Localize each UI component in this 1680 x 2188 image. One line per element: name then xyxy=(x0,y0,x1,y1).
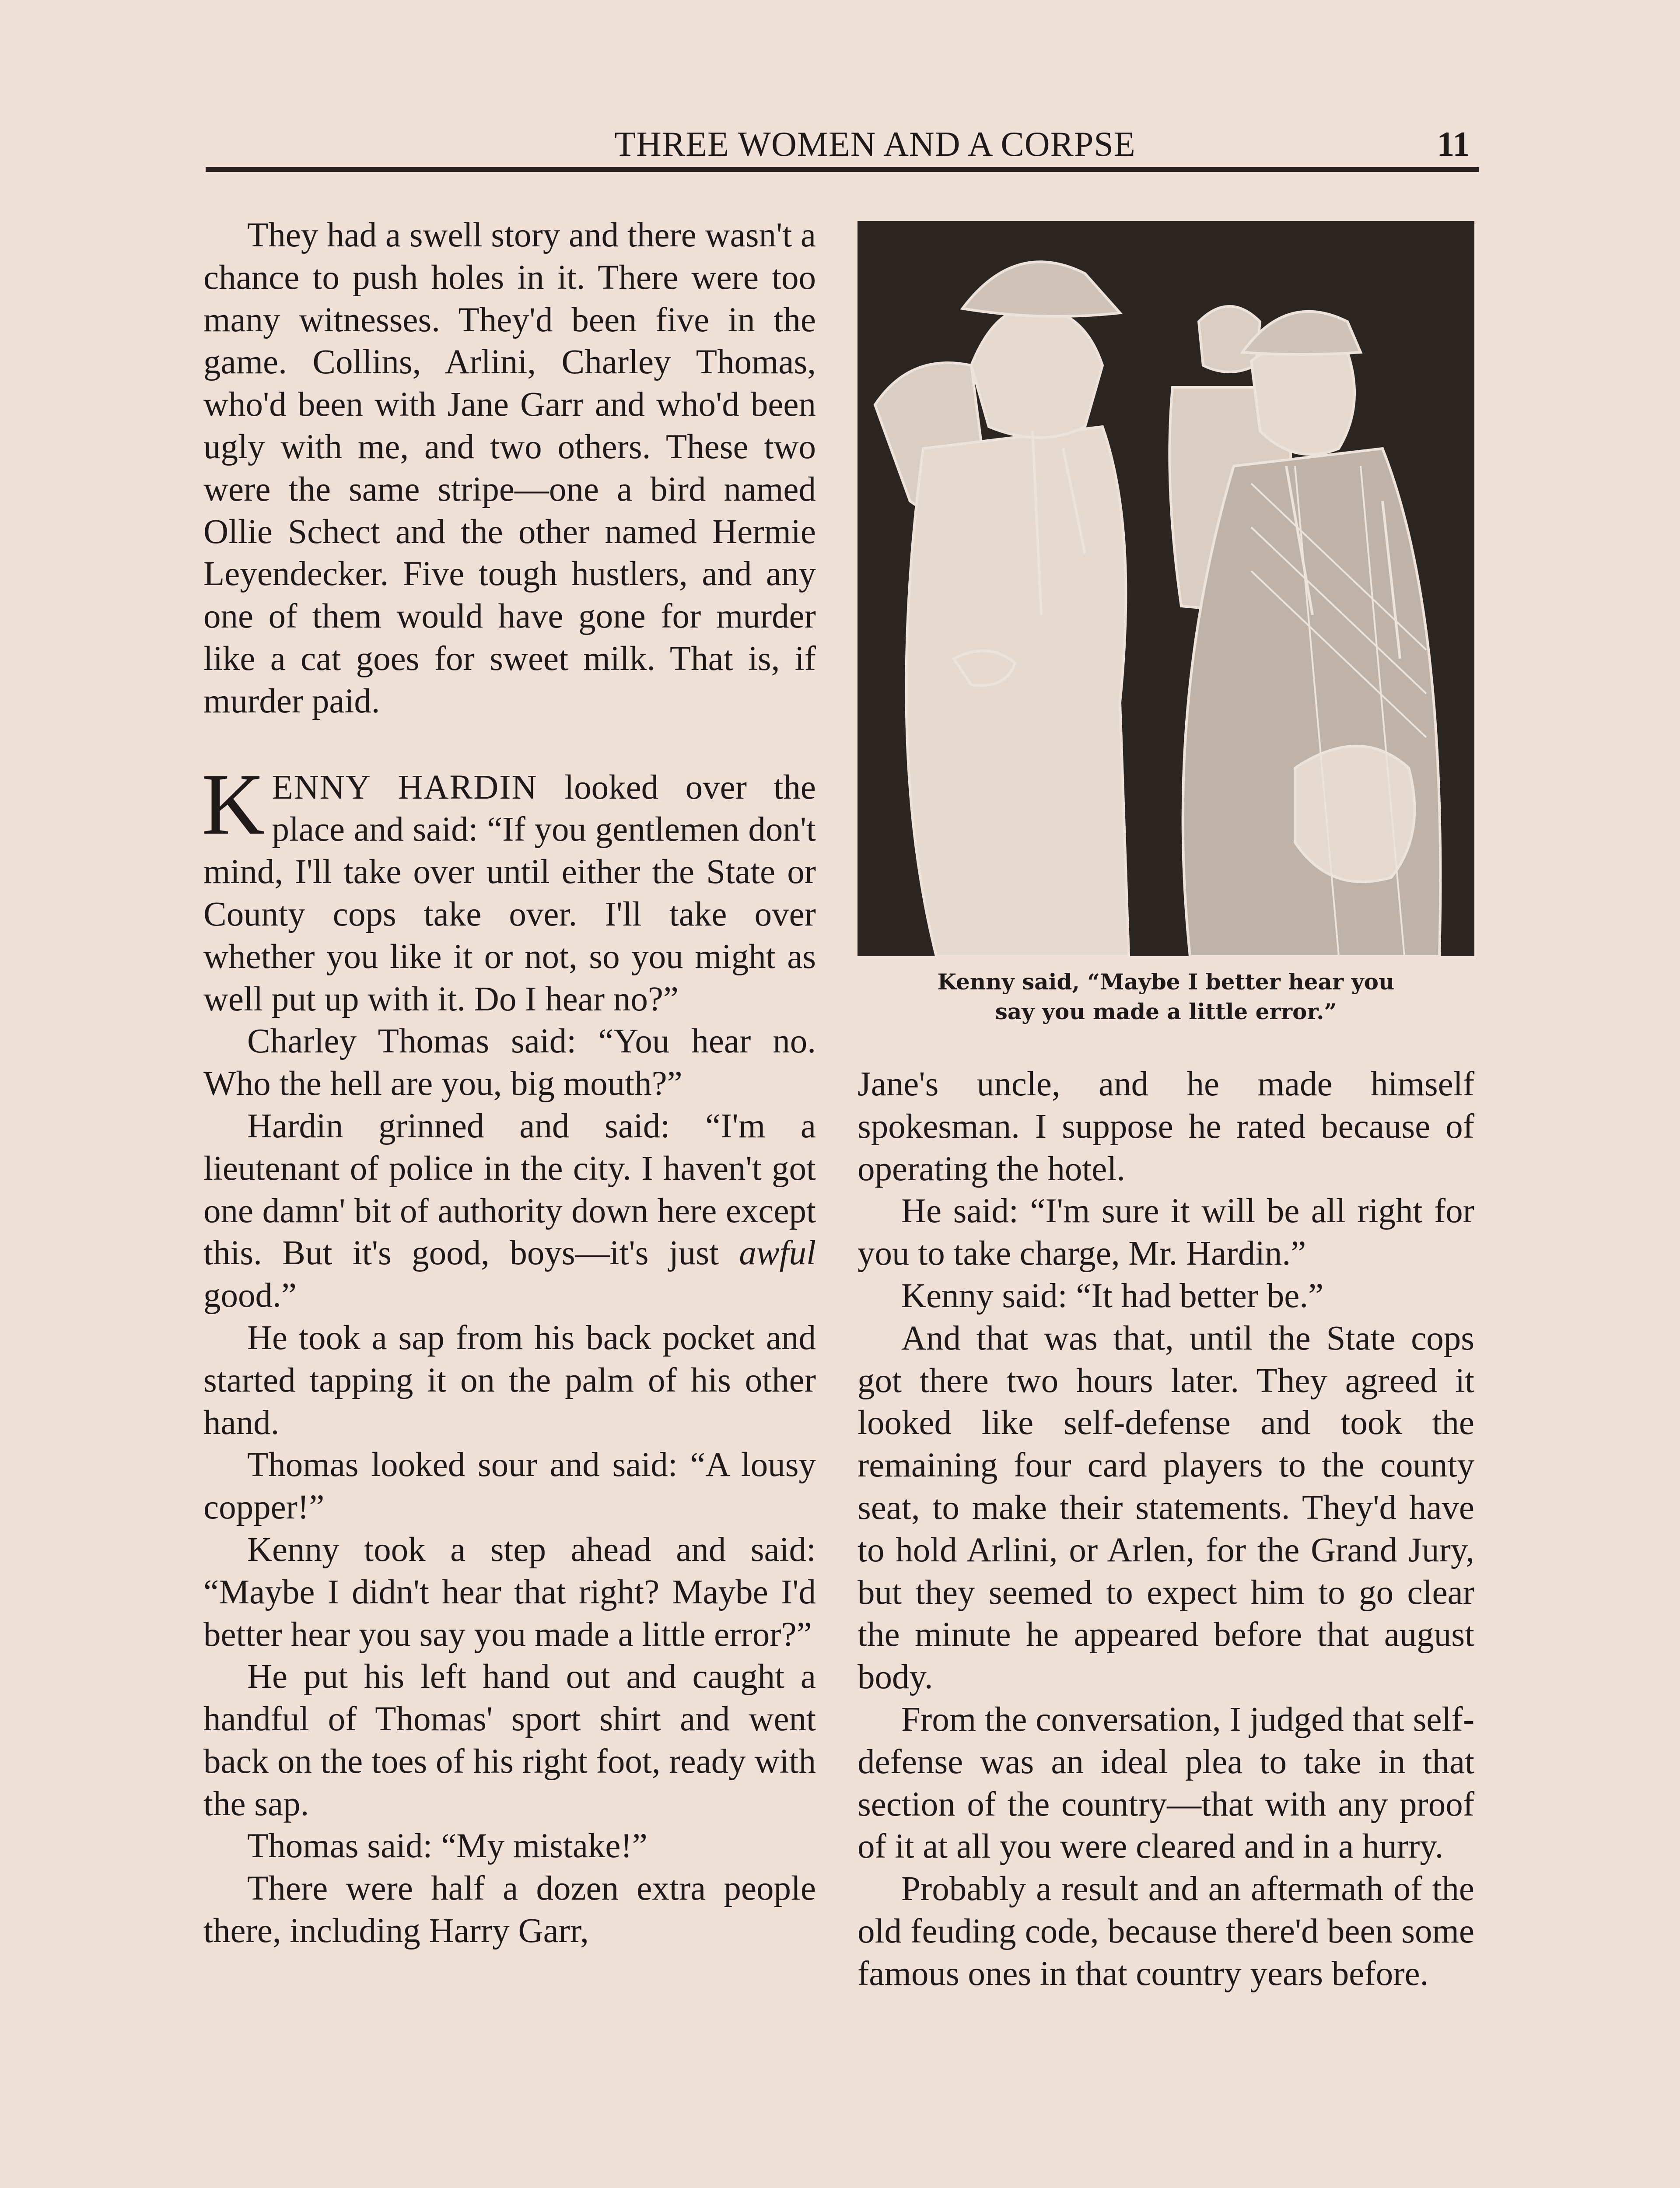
paragraph-sap: He took a sap from his back pocket and started tapping it on the palm of his other hand. xyxy=(203,1318,816,1442)
paragraph-charley-thomas: Charley Thomas said: “You hear no. Who the hell are you, big mouth?” xyxy=(203,1022,816,1103)
paragraph-half-dozen: There were half a dozen extra people there, including Harry Garr, xyxy=(203,1869,816,1950)
illustration-caption xyxy=(871,967,1461,1027)
story-illustration xyxy=(858,221,1474,956)
illustration-drawing xyxy=(858,221,1474,956)
paragraph-conversation: From the conversation, I judged that self-defense was an ideal plea to take in that section of the country—that with any proof of it at all you were cleared and in a hurry. xyxy=(858,1700,1474,1866)
paragraph-state-cops: And that was that, until the State cops got there two hours later. They agreed it looked like self-defense and took the remaining four card players to the county seat, to make their statements. They'd have to hold Arlini, or Arlen, for the Grand Jury, but they seemed to expect him to go clear the minute he appeared before that august body. xyxy=(858,1319,1474,1697)
paragraph-thomas-sour: Thomas looked sour and said: “A lousy copper!” xyxy=(203,1446,816,1527)
paragraph-left-hand: He put his left hand out and caught a handful of Thomas' sport shirt and went back on the toes of his right foot, ready with the sap. xyxy=(203,1658,816,1823)
caption-line-1: Kenny said, “Maybe I better hear you xyxy=(937,969,1395,995)
paragraph-janes-uncle: Jane's uncle, and he made himself spokesman. I suppose he rated because of operating the hotel. xyxy=(858,1065,1474,1188)
section-text: looked over the place and said: “If you gentlemen don't mind, I'll take over until either the State or County cops take over. I'll take over whether you like it or not, so you might as well put up with it. Do I hear no?” xyxy=(203,768,816,1018)
paragraph-witnesses: They had a swell story and there wasn't a chance to push holes in it. There were too many witnesses. They'd been five in the game. Collins, Arlini, Charley Thomas, who'd been with Jane Garr and who'd been ugly with me, and two others. These two were the same stripe—one a bird named Ollie Schect and the other named Hermie Leyendecker. Five tough hustlers, and any one of them would have gone for murder like a cat goes for sweet milk. That is, if murder paid. xyxy=(203,216,816,720)
header-rule xyxy=(206,167,1479,172)
paragraph-hardin-text-a: Hardin grinned and said: “I'm a lieutenant of police in the city. I haven't got one damn' bit of authority down here except this. But it's good, boys—it's just xyxy=(203,1107,816,1273)
paragraph-my-mistake: Thomas said: “My mistake!” xyxy=(247,1827,648,1865)
section-lead: ENNY HARDIN xyxy=(272,768,538,806)
drop-cap: K xyxy=(202,756,265,853)
emphasis-awful: awful xyxy=(739,1234,816,1273)
paragraph-hardin-text-b: good.” xyxy=(203,1276,297,1315)
paragraph-kenny-step: Kenny took a step ahead and said: “Maybe I didn't hear that right? Maybe I'd better hear you say you made a little error?” xyxy=(203,1530,816,1654)
paragraph-kenny-hardin xyxy=(202,756,816,1021)
paragraph-im-sure: He said: “I'm sure it will be all right for you to take charge, Mr. Hardin.” xyxy=(858,1192,1474,1273)
paragraph-feuding-code: Probably a result and an aftermath of the old feuding code, because there'd been some famous ones in that country years before. xyxy=(858,1870,1474,1993)
right-column xyxy=(858,1063,1474,1995)
page-header xyxy=(206,118,1479,171)
running-title: THREE WOMEN AND A CORPSE xyxy=(614,125,1136,164)
paragraph-had-better: Kenny said: “It had better be.” xyxy=(901,1276,1324,1315)
caption-line-2: say you made a little error.” xyxy=(995,999,1337,1024)
left-column xyxy=(203,214,816,1953)
page-number: 11 xyxy=(1437,125,1470,164)
paragraph-hardin-grinned xyxy=(203,1105,816,1317)
